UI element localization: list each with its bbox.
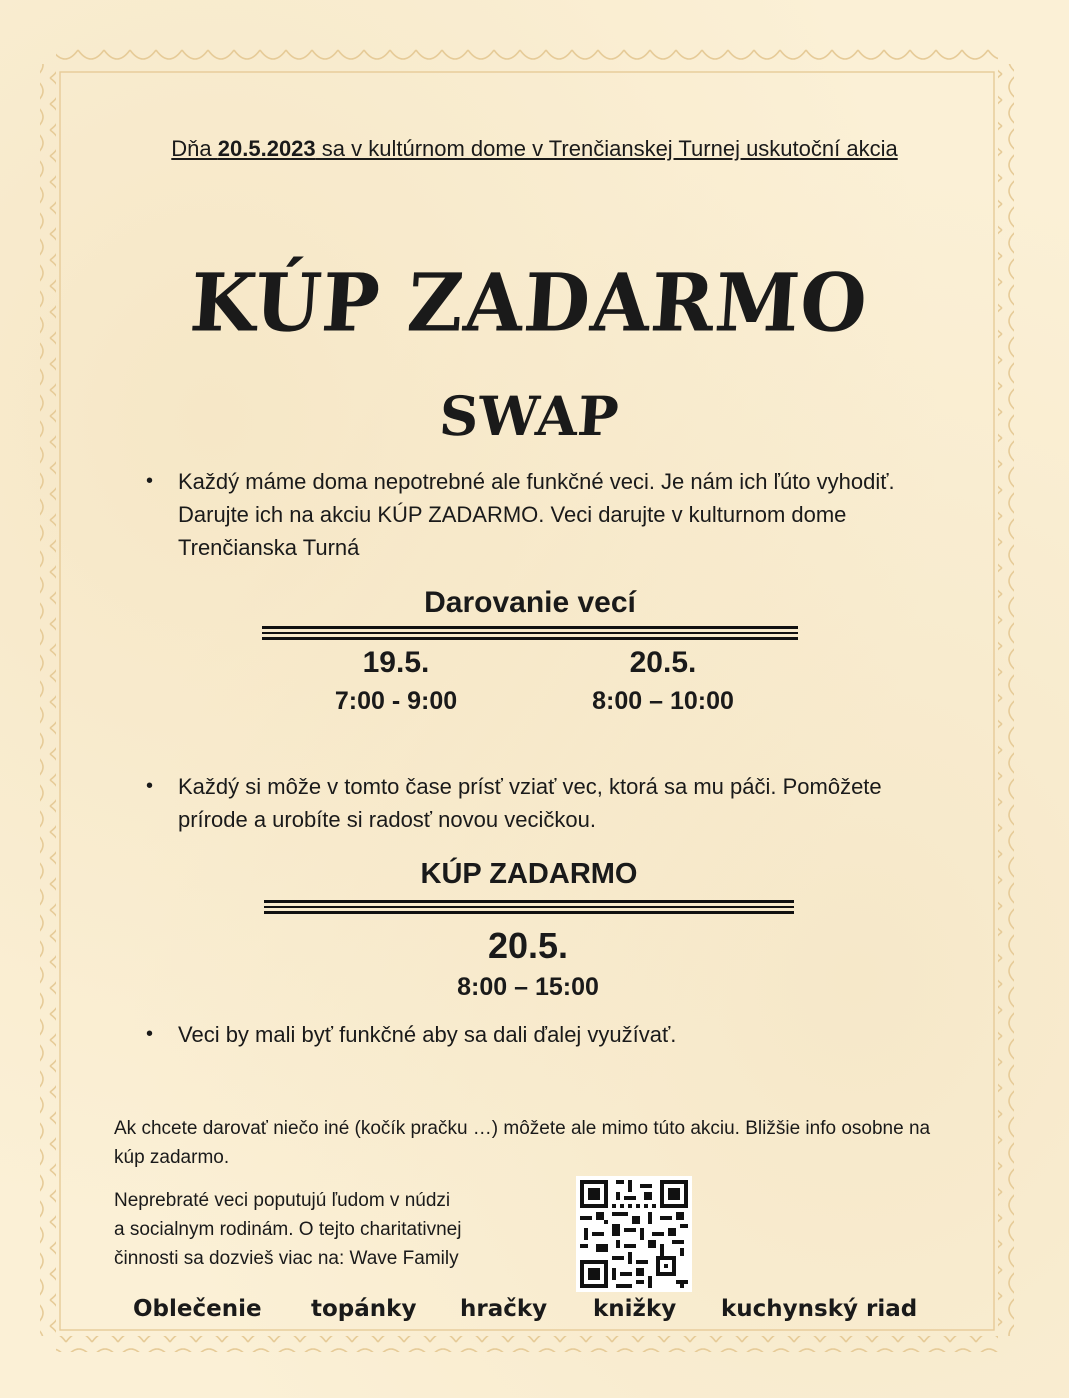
bullet-text: Veci by mali byť funkčné aby sa dali ďalej využívať. [178, 1022, 677, 1047]
intro-line [0, 136, 1069, 162]
page-subtitle: SWAP [437, 384, 621, 448]
event-time: 8:00 – 15:00 [457, 973, 599, 1001]
bullet-dot-icon: • [146, 1023, 154, 1045]
category-clothing: Oblečenie [133, 1296, 262, 1322]
bullet-text: Každý máme doma nepotrebné ale funkčné veci. Je nám ich ľúto vyhodiť. Darujte ich na akciu KÚP ZADARMO. Veci darujte v kulturnom dome Trenčianska Turná [178, 469, 895, 560]
event-heading: KÚP ZADARMO [420, 858, 638, 890]
donation-time-2: 8:00 – 10:00 [592, 687, 734, 715]
note-other-items: Ak chcete darovať niečo iné (kočík pračku …) môžete ale mimo túto akciu. Bližšie info osobne na kúp zadarmo. [114, 1118, 931, 1168]
qr-code[interactable] [576, 1176, 692, 1292]
category-shoes: topánky [311, 1296, 417, 1322]
note-charity-line: Neprebraté veci poputujú ľudom v núdzi [114, 1190, 451, 1211]
donation-date-1: 19.5. [362, 646, 430, 679]
bullet-text: Každý si môže v tomto čase prísť vziať vec, ktorá sa mu páči. Pomôžete prírode a urobíte si radosť novou vecičkou. [178, 774, 882, 832]
intro-prefix: Dňa [171, 136, 218, 161]
category-books: knižky [593, 1296, 677, 1322]
intro-date: 20.5.2023 [217, 136, 316, 161]
intro-suffix: sa v kultúrnom dome v Trenčianskej Turnej uskutoční akcia [315, 136, 898, 161]
donation-rule [262, 626, 798, 640]
note-charity-line: činnosti sa dozvieš viac na: Wave Family [114, 1248, 459, 1269]
donation-date-2: 20.5. [629, 646, 697, 679]
note-charity [114, 1186, 534, 1273]
page-title: KÚP ZADARMO [187, 255, 871, 350]
bullet-item-take [146, 770, 906, 836]
bullet-dot-icon: • [146, 470, 154, 492]
bullet-item-donate [146, 465, 906, 564]
category-toys: hračky [460, 1296, 548, 1322]
donation-heading: Darovanie vecí [424, 586, 636, 619]
event-date: 20.5. [487, 925, 569, 966]
category-kitchenware: kuchynský riad [721, 1296, 918, 1322]
bullet-item-functional [146, 1018, 906, 1051]
note-charity-line: a socialnym rodinám. O tejto charitativnej [114, 1219, 462, 1240]
donation-time-1: 7:00 - 9:00 [334, 687, 458, 715]
event-rule [264, 900, 794, 914]
bullet-dot-icon: • [146, 775, 154, 797]
